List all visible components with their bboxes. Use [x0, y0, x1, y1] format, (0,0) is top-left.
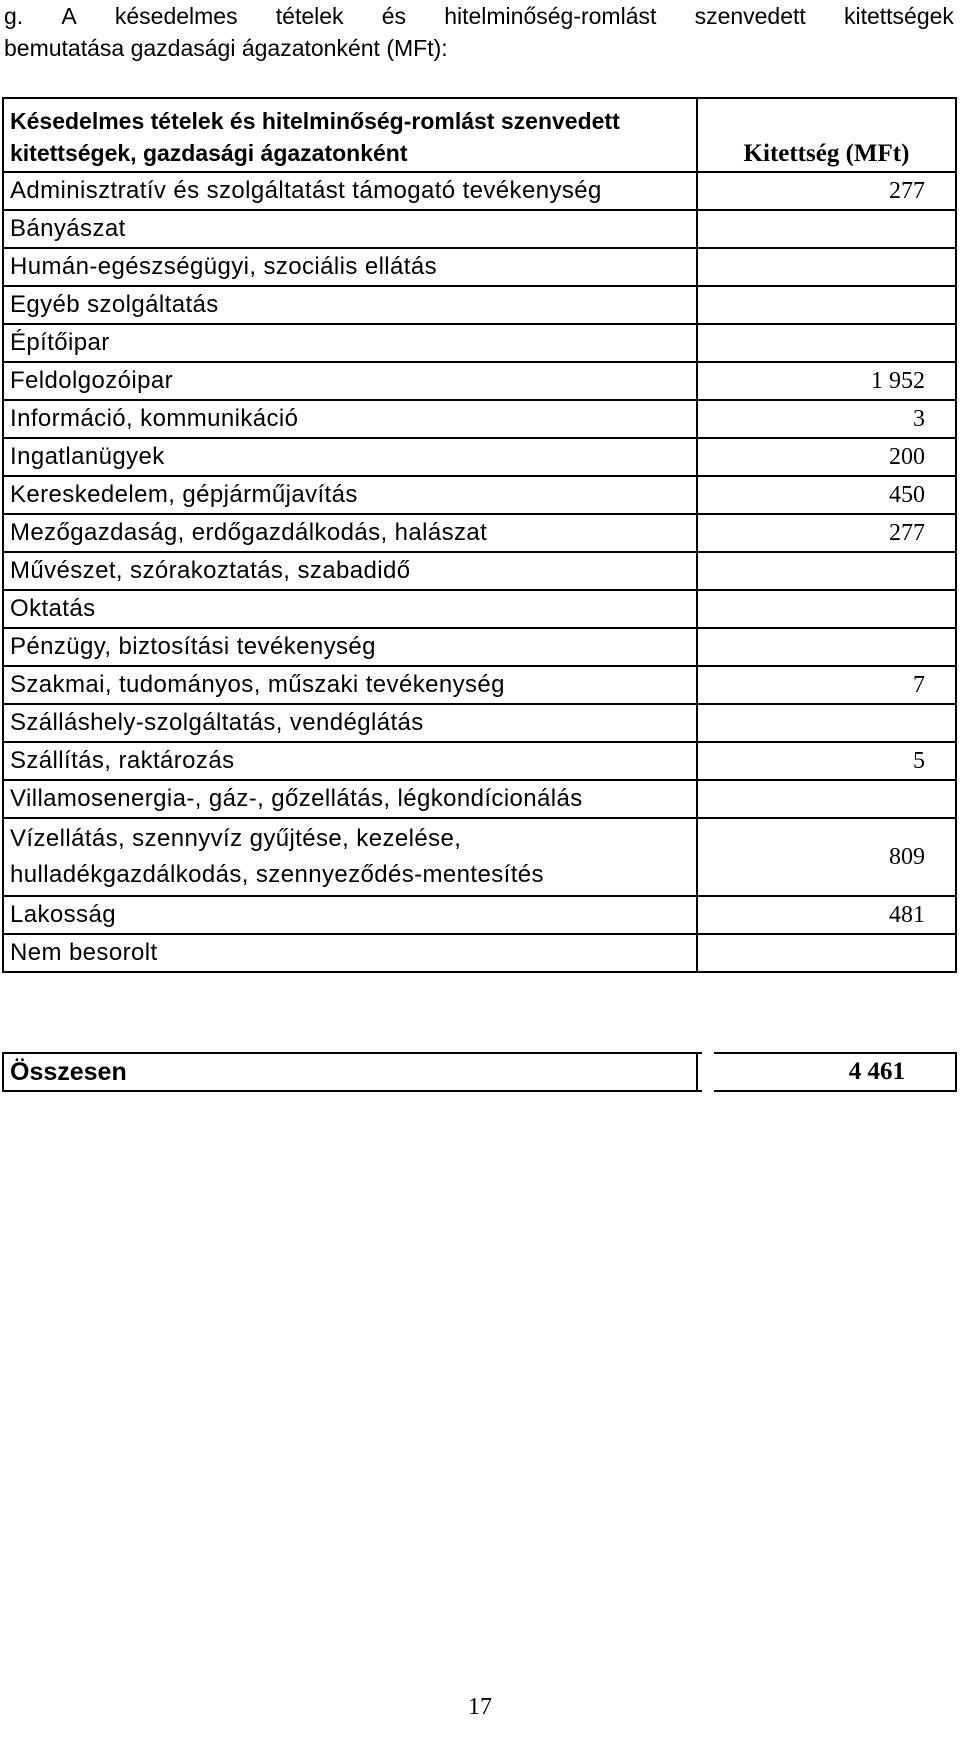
table-row	[3, 896, 956, 934]
table-row	[3, 552, 956, 590]
sector-name: Egyéb szolgáltatás	[3, 286, 697, 324]
exposure-value: 7	[697, 666, 956, 704]
exposure-value	[697, 552, 956, 590]
header-sector-label: Késedelmes tételek és hitelminőség-romlást szenvedett kitettségek, gazdasági ágazatonként	[3, 98, 697, 172]
sector-name: Pénzügy, biztosítási tevékenység	[3, 628, 697, 666]
table-row	[3, 514, 956, 552]
table-row	[3, 818, 956, 896]
exposure-value	[697, 324, 956, 362]
sector-name: Villamosenergia-, gáz-, gőzellátás, légkondícionálás	[3, 780, 697, 818]
total-row	[3, 1053, 956, 1091]
heading-word: késedelmes	[114, 3, 238, 29]
table-row	[3, 248, 956, 286]
exposure-value: 450	[697, 476, 956, 514]
table-row	[3, 438, 956, 476]
exposure-value	[697, 780, 956, 818]
sector-name: Kereskedelem, gépjárműjavítás	[3, 476, 697, 514]
table-row	[3, 628, 956, 666]
exposure-value: 1 952	[697, 362, 956, 400]
sector-name: Szakmai, tudományos, műszaki tevékenység	[3, 666, 697, 704]
sector-name: Mezőgazdaság, erdőgazdálkodás, halászat	[3, 514, 697, 552]
sector-name: Nem besorolt	[3, 934, 697, 972]
exposure-value	[697, 210, 956, 248]
exposure-value: 5	[697, 742, 956, 780]
heading-line-1	[4, 0, 954, 32]
exposure-value: 481	[697, 896, 956, 934]
heading-line-2: bemutatása gazdasági ágazatonként (MFt):	[4, 35, 448, 61]
sector-name: Információ, kommunikáció	[3, 400, 697, 438]
table-row	[3, 172, 956, 210]
exposure-value	[697, 934, 956, 972]
heading-word: szenvedett	[694, 3, 806, 29]
heading-word: kitettségek	[843, 3, 954, 29]
sector-name: Ingatlanügyek	[3, 438, 697, 476]
table-row	[3, 362, 956, 400]
exposure-value	[697, 628, 956, 666]
table-row	[3, 286, 956, 324]
sector-name: Építőipar	[3, 324, 697, 362]
sector-name: Szállítás, raktározás	[3, 742, 697, 780]
exposure-value: 277	[697, 514, 956, 552]
table-row	[3, 590, 956, 628]
sector-name: Vízellátás, szennyvíz gyűjtése, kezelése, hulladékgazdálkodás, szennyeződés-mentesítés	[3, 818, 697, 896]
sector-name: Szálláshely-szolgáltatás, vendéglátás	[3, 704, 697, 742]
sector-name: Adminisztratív és szolgáltatást támogató tevékenység	[3, 172, 697, 210]
exposure-value: 200	[697, 438, 956, 476]
total-label: Összesen	[3, 1053, 697, 1091]
exposure-value	[697, 590, 956, 628]
table-row	[3, 666, 956, 704]
heading-word: tételek	[275, 3, 344, 29]
table-row	[3, 476, 956, 514]
sector-name: Lakosság	[3, 896, 697, 934]
exposure-table	[2, 97, 957, 973]
section-heading	[4, 0, 954, 64]
header-exposure-label: Kitettség (MFt)	[697, 98, 956, 172]
total-table	[2, 1052, 957, 1092]
exposure-value	[697, 704, 956, 742]
total-value: 4 461	[697, 1053, 956, 1091]
heading-word: hitelminőség-romlást	[444, 3, 657, 29]
exposure-value: 3	[697, 400, 956, 438]
sector-name: Feldolgozóipar	[3, 362, 697, 400]
heading-word: A	[61, 3, 77, 29]
page-number: 17	[468, 1694, 492, 1720]
total-cell-gap	[702, 1050, 714, 1092]
table-row	[3, 780, 956, 818]
exposure-value	[697, 248, 956, 286]
exposure-value: 809	[697, 818, 956, 896]
sector-name: Bányászat	[3, 210, 697, 248]
exposure-value: 277	[697, 172, 956, 210]
heading-word: és	[381, 3, 407, 29]
sector-name: Humán-egészségügyi, szociális ellátás	[3, 248, 697, 286]
sector-name: Művészet, szórakoztatás, szabadidő	[3, 552, 697, 590]
table-row	[3, 400, 956, 438]
table-row	[3, 324, 956, 362]
table-row	[3, 704, 956, 742]
table-row	[3, 934, 956, 972]
heading-marker: g.	[4, 3, 24, 29]
table-row	[3, 210, 956, 248]
table-row	[3, 742, 956, 780]
exposure-value	[697, 286, 956, 324]
sector-name: Oktatás	[3, 590, 697, 628]
table-header-row	[3, 98, 956, 172]
